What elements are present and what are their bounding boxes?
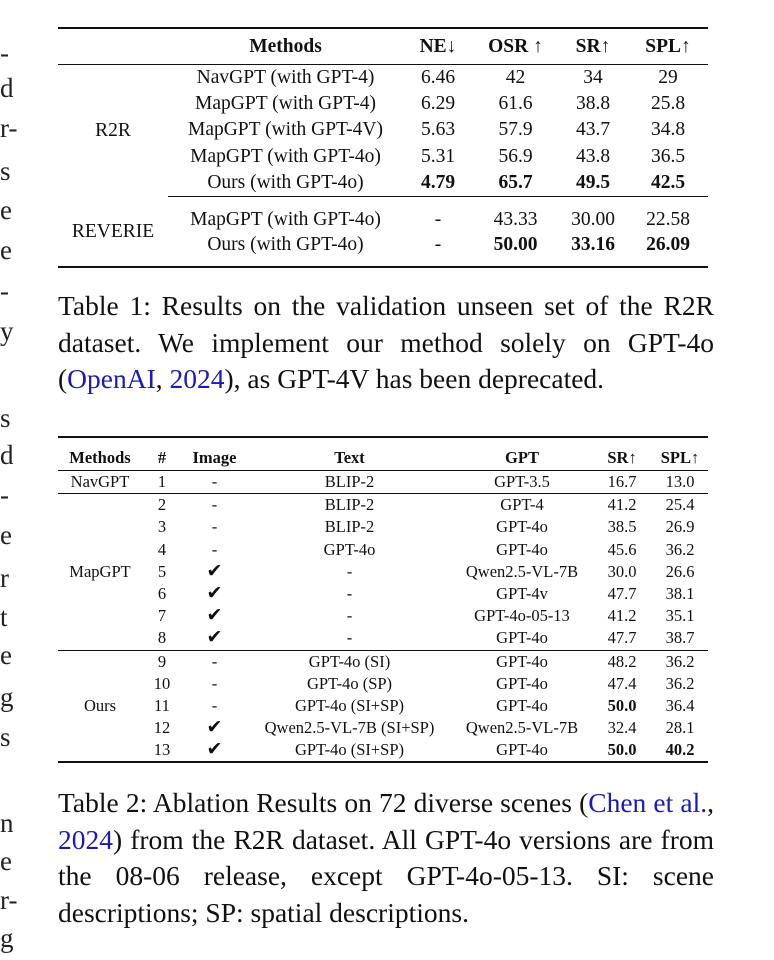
- image-cell: -: [211, 673, 218, 693]
- column-header-sr: SR↑: [558, 28, 628, 65]
- row-number-cell: 13: [153, 740, 171, 760]
- row-number-cell: 4: [157, 539, 167, 559]
- sr-cell: 16.7: [592, 471, 652, 494]
- ne-cell: -: [434, 208, 442, 230]
- results-table-1: [58, 27, 708, 268]
- table-header-row: [58, 28, 708, 65]
- table-row: [58, 717, 708, 739]
- spl-cell: 38.1: [665, 584, 695, 604]
- margin-fragment: s: [0, 156, 11, 186]
- gpt-cell: GPT-4o: [496, 539, 548, 559]
- caption-text: Results on the validation unseen set of the R2R dataset. We implement our method solely on GPT-4o (: [58, 290, 714, 394]
- table-1-caption: [58, 288, 714, 398]
- gpt-cell: GPT-4: [500, 495, 544, 515]
- table-row: [58, 739, 708, 762]
- column-header-text: Text: [247, 437, 452, 471]
- sr-cell-best: 49.5: [558, 170, 628, 197]
- osr-cell-best: 65.7: [473, 170, 558, 197]
- spacer-row: [58, 258, 708, 267]
- sr-cell-best: 50.0: [607, 740, 637, 760]
- margin-fragment: r-: [0, 113, 18, 143]
- table-row: [58, 605, 708, 627]
- margin-fragment: g: [0, 923, 14, 953]
- row-number-cell: 5: [157, 561, 167, 581]
- image-cell: -: [211, 651, 218, 671]
- image-cell: -: [182, 471, 247, 494]
- sr-cell: 38.8: [575, 93, 611, 115]
- table-2-caption: [58, 785, 714, 931]
- gpt-cell: GPT-4o: [496, 695, 548, 715]
- sr-cell: 43.8: [575, 145, 611, 167]
- table-row: [58, 561, 708, 583]
- sr-cell: 45.6: [607, 539, 637, 559]
- row-number-cell: 12: [153, 718, 171, 738]
- image-cell: -: [211, 517, 218, 537]
- osr-cell: 56.9: [498, 145, 533, 167]
- table-row: [58, 583, 708, 605]
- caption-prefix: Table 1:: [58, 290, 151, 321]
- sr-cell: 41.2: [607, 495, 637, 515]
- sr-cell: 43.7: [575, 119, 611, 141]
- column-header-image: Image: [182, 437, 247, 471]
- method-cell: MapGPT (with GPT-4V): [187, 119, 383, 141]
- ne-cell: -: [434, 234, 442, 256]
- table-row: [58, 65, 708, 92]
- spl-cell: 36.2: [665, 651, 695, 671]
- citation-separator: ,: [155, 363, 170, 394]
- citation-link-author[interactable]: Chen et al.: [588, 787, 708, 818]
- spl-cell: 25.4: [665, 495, 695, 515]
- margin-fragment: -: [0, 480, 9, 510]
- table-row: [58, 650, 708, 673]
- group-label-reverie: REVERIE: [71, 221, 155, 243]
- gpt-cell: GPT-4o: [496, 517, 548, 537]
- table-row: [58, 471, 708, 494]
- checkmark-icon: ✔: [206, 739, 223, 761]
- spacer-row: [58, 196, 708, 207]
- row-number-cell: 11: [154, 695, 170, 715]
- checkmark-icon: ✔: [206, 605, 223, 627]
- image-cell: -: [211, 495, 218, 515]
- group-label-r2r: R2R: [95, 119, 131, 141]
- column-header-ne: NE↓: [403, 28, 473, 65]
- text-cell: BLIP-2: [324, 517, 375, 537]
- ne-cell-best: 4.79: [403, 170, 473, 197]
- text-cell: -: [346, 584, 353, 604]
- text-cell: -: [346, 561, 353, 581]
- row-number-cell: 7: [157, 606, 167, 626]
- column-header: [58, 28, 168, 65]
- gpt-cell: GPT-4o: [496, 740, 548, 760]
- citation-link-year[interactable]: 2024: [58, 823, 113, 855]
- row-number-cell: 9: [157, 651, 167, 671]
- margin-fragment: e: [0, 846, 12, 876]
- citation-link-year[interactable]: 2024: [169, 363, 225, 394]
- ne-cell: 6.29: [420, 93, 456, 115]
- spl-cell-best: 42.5: [628, 170, 708, 197]
- method-cell: MapGPT (with GPT-4o): [190, 145, 381, 167]
- gpt-cell: Qwen2.5-VL-7B: [465, 718, 579, 738]
- table-row: [58, 539, 708, 561]
- text-cell: -: [346, 606, 353, 626]
- osr-cell: 61.6: [498, 93, 533, 115]
- spl-cell: 36.2: [665, 539, 695, 559]
- margin-fragment: -: [0, 38, 9, 68]
- column-header-spl: SPL↑: [628, 28, 708, 65]
- text-cell: GPT-4o: [323, 539, 376, 559]
- spl-cell: 26.6: [665, 561, 695, 581]
- margin-fragment: s: [0, 722, 11, 752]
- table-row: [58, 695, 708, 717]
- method-cell: NavGPT (with GPT-4): [196, 67, 375, 89]
- gpt-cell: GPT-4o: [452, 627, 592, 650]
- method-cell: Ours (with GPT-4o): [168, 170, 403, 197]
- spl-cell: 29: [658, 67, 678, 89]
- gpt-cell: GPT-4v: [496, 584, 548, 604]
- ne-cell: 6.46: [420, 67, 456, 89]
- margin-fragment: e: [0, 195, 12, 225]
- margin-fragment: t: [0, 602, 8, 632]
- gpt-cell: Qwen2.5-VL-7B: [465, 561, 579, 581]
- spl-cell: 25.8: [650, 93, 686, 115]
- caption-text: ), as GPT-4V has been deprecated.: [224, 363, 605, 394]
- group-label-navgpt: NavGPT: [58, 471, 142, 494]
- method-cell: MapGPT (with GPT-4o): [190, 208, 381, 230]
- sr-cell: 47.7: [607, 584, 637, 604]
- sr-cell: 30.0: [607, 561, 637, 581]
- column-header-sr: SR↑: [592, 437, 652, 471]
- ne-cell: 5.31: [420, 145, 456, 167]
- citation-separator: ,: [707, 787, 714, 818]
- margin-fragment: d: [0, 440, 14, 470]
- group-label-mapgpt: MapGPT: [58, 494, 142, 650]
- table-row: [58, 516, 708, 538]
- spl-cell: 13.0: [652, 471, 708, 494]
- margin-fragment: r-: [0, 885, 18, 915]
- spl-cell: 36.5: [650, 145, 686, 167]
- gpt-cell: GPT-4o-05-13: [474, 606, 570, 626]
- method-cell: MapGPT (with GPT-4): [195, 93, 376, 115]
- spl-cell: 36.4: [665, 695, 695, 715]
- checkmark-icon: ✔: [206, 560, 223, 582]
- margin-fragment: e: [0, 640, 12, 670]
- osr-cell: 43.33: [493, 208, 538, 230]
- text-cell: Qwen2.5-VL-7B (SI+SP): [264, 718, 435, 738]
- column-header-number: #: [142, 437, 182, 471]
- margin-fragment: -: [0, 276, 9, 306]
- margin-fragment: y: [0, 316, 14, 346]
- row-number-cell: 2: [157, 495, 167, 515]
- spl-cell: 22.58: [646, 208, 690, 230]
- sr-cell: 47.7: [592, 627, 652, 650]
- sr-cell: 34: [583, 67, 603, 89]
- checkmark-icon: ✔: [206, 717, 223, 739]
- margin-fragment: g: [0, 682, 14, 712]
- table-row: [58, 207, 708, 233]
- text-cell: GPT-4o (SP): [306, 673, 393, 693]
- osr-cell: 42: [505, 67, 526, 89]
- text-cell: BLIP-2: [247, 471, 452, 494]
- sr-cell: 38.5: [607, 517, 637, 537]
- margin-fragment: r: [0, 563, 9, 593]
- column-header-methods: Methods: [58, 437, 142, 471]
- sr-cell: 41.2: [607, 606, 637, 626]
- text-cell: GPT-4o (SI): [308, 651, 391, 671]
- spl-cell-best: 40.2: [665, 740, 695, 760]
- gpt-cell: GPT-4o: [496, 651, 548, 671]
- margin-fragment: s: [0, 403, 11, 433]
- citation-link-author[interactable]: OpenAI: [67, 363, 156, 394]
- margin-fragment: n: [0, 808, 14, 838]
- spl-cell: 28.1: [665, 718, 695, 738]
- spl-cell: 36.2: [665, 673, 695, 693]
- column-header-gpt: GPT: [452, 437, 592, 471]
- margin-fragment: d: [0, 73, 14, 103]
- ne-cell: 5.63: [420, 119, 456, 141]
- caption-prefix: Table 2:: [58, 787, 148, 818]
- group-label-ours: Ours: [83, 695, 117, 715]
- gpt-cell: GPT-4o: [496, 673, 548, 693]
- column-header-spl: SPL↑: [652, 437, 708, 471]
- gpt-cell: GPT-3.5: [452, 471, 592, 494]
- table-row: [58, 627, 708, 650]
- row-number-cell: 8: [142, 627, 182, 650]
- sr-cell: 30.00: [571, 208, 615, 230]
- checkmark-icon: ✔: [182, 627, 247, 650]
- image-cell: -: [211, 539, 218, 559]
- margin-fragment: e: [0, 520, 12, 550]
- table-row: [58, 673, 708, 695]
- margin-fragment: e: [0, 235, 12, 265]
- spl-cell: 34.8: [650, 119, 686, 141]
- sr-cell-best: 33.16: [571, 234, 615, 256]
- sr-cell: 48.2: [607, 651, 637, 671]
- spl-cell-best: 26.09: [646, 234, 690, 256]
- text-cell: GPT-4o (SI+SP): [294, 740, 405, 760]
- image-cell: -: [211, 695, 218, 715]
- row-number-cell: 6: [157, 584, 167, 604]
- text-cell: -: [247, 627, 452, 650]
- caption-text: Ablation Results on 72 diverse scenes (: [147, 787, 589, 818]
- row-number-cell: 10: [153, 673, 171, 693]
- ablation-table-2: [58, 436, 708, 763]
- sr-cell-best: 50.0: [607, 695, 637, 715]
- sr-cell: 32.4: [607, 718, 637, 738]
- spl-cell: 26.9: [665, 517, 695, 537]
- spl-cell: 38.7: [652, 627, 708, 650]
- sr-cell: 47.4: [607, 673, 637, 693]
- text-cell: BLIP-2: [324, 495, 375, 515]
- osr-cell: 57.9: [498, 119, 533, 141]
- checkmark-icon: ✔: [206, 583, 223, 605]
- table-row: [58, 494, 708, 517]
- spl-cell: 35.1: [665, 606, 695, 626]
- row-number-cell: 1: [142, 471, 182, 494]
- row-number-cell: 3: [157, 517, 167, 537]
- table-header-row: [58, 437, 708, 471]
- text-cell: GPT-4o (SI+SP): [294, 695, 405, 715]
- osr-cell-best: 50.00: [493, 234, 538, 256]
- caption-text: ) from the R2R dataset. All GPT-4o versions are from the 08-06 release, except GPT-4o-05-13. SI: scene descriptions; SP: spatial descriptions.: [58, 823, 714, 928]
- method-cell: Ours (with GPT-4o): [207, 234, 364, 256]
- column-header-methods: Methods: [168, 28, 403, 65]
- column-header-osr: OSR ↑: [473, 28, 558, 65]
